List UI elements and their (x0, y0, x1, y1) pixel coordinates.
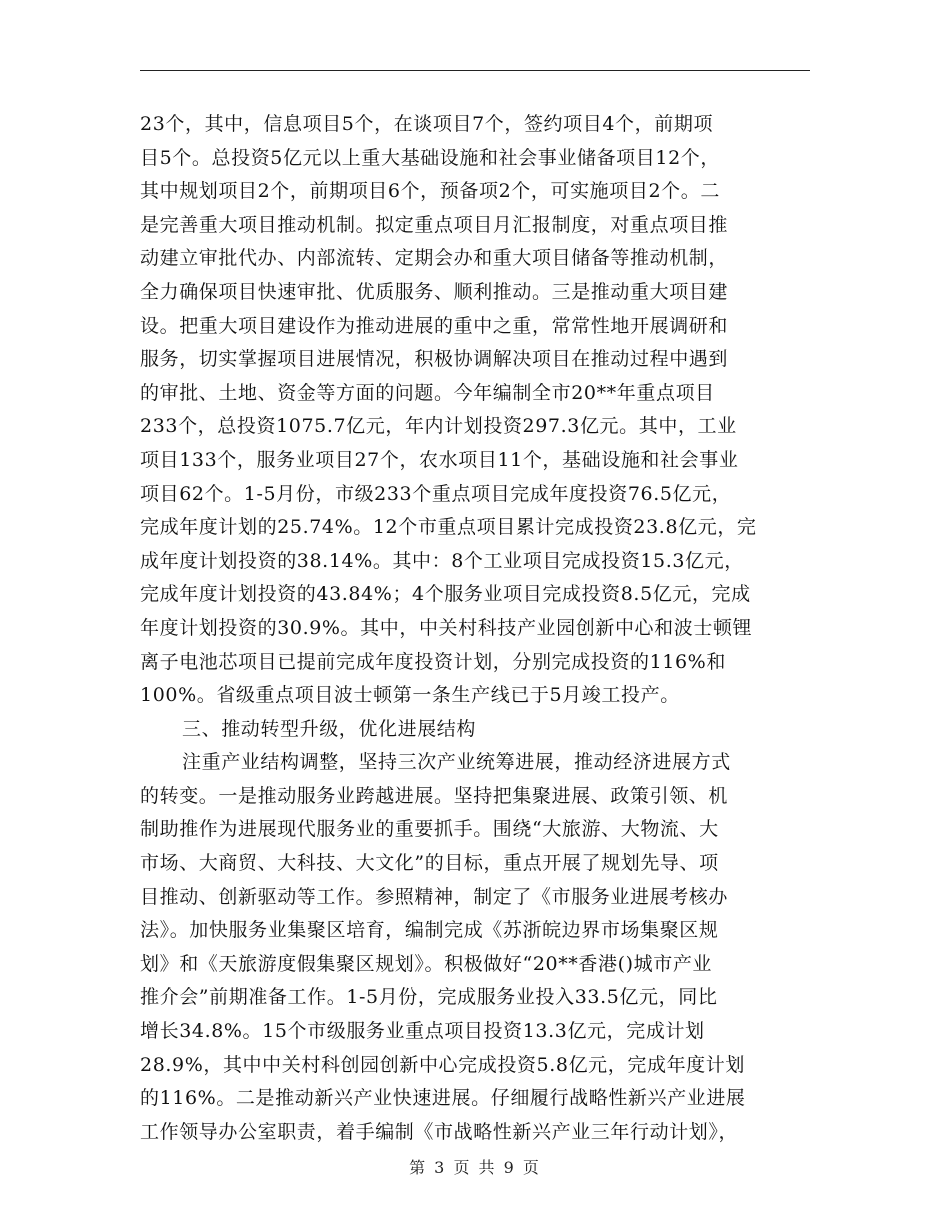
body-line-8: 服务，切实掌握项目进展情况，积极协调解决项目在推动过程中遇到 (140, 348, 729, 371)
body-line-11: 项目133个，服务业项目27个，农水项目11个，基础设施和社会事业 (140, 448, 739, 471)
body-line-23: 市场、大商贸、大科技、大文化”的目标，重点开展了规划先导、项 (140, 852, 719, 875)
body-line-2: 目5个。总投资5亿元以上重大基础设施和社会事业储备项目12个， (140, 146, 720, 169)
body-line-31: 工作领导办公室职责，着手编制《市战略性新兴产业三年行动计划》， (140, 1120, 739, 1143)
body-line-15: 完成年度计划投资的43.84%；4个服务业项目完成投资8.5亿元，完成 (140, 583, 751, 606)
body-line-21: 的转变。一是推动服务业跨越进展。坚持把集聚进展、政策引领、机 (140, 784, 729, 807)
body-line-13: 完成年度计划的25.74%。12个市重点项目累计完成投资23.8亿元，完 (140, 516, 757, 539)
body-line-18: 100%。省级重点项目波士顿第一条生产线已于5月竣工投产。 (140, 684, 680, 707)
page-body (140, 108, 810, 1149)
header-rule (140, 70, 810, 71)
page-number-footer: 第 3 页 共 9 页 (409, 1158, 541, 1177)
body-line-28: 增长34.8%。15个市级服务业重点项目投资13.3亿元，完成计划 (140, 1020, 705, 1043)
section-heading: 三、推动转型升级，优化进展结构 (182, 717, 477, 740)
body-line-1: 23个，其中，信息项目5个，在谈项目7个，签约项目4个，前期项 (140, 113, 714, 135)
body-line-27: 推介会”前期准备工作。1-5月份，完成服务业投入33.5亿元，同比 (140, 986, 718, 1009)
body-line-6: 全力确保项目快速审批、优质服务、顺利推动。三是推动重大项目建 (140, 280, 729, 303)
body-line-30: 的116%。二是推动新兴产业快速进展。仔细履行战略性新兴产业进展 (140, 1087, 746, 1110)
body-line-12: 项目62个。1-5月份，市级233个重点项目完成年度投资76.5亿元， (140, 482, 732, 505)
body-line-16: 年度计划投资的30.9%。其中，中关村科技产业园创新中心和波士顿锂 (140, 616, 753, 639)
body-line-10: 233个，总投资1075.7亿元，年内计划投资297.3亿元。其中，工业 (140, 415, 737, 438)
body-line-7: 设。把重大项目建设作为推动进展的重中之重，常常性地开展调研和 (140, 314, 729, 337)
body-line-5: 动建立审批代办、内部流转、定期会办和重大项目储备等推动机制， (140, 247, 729, 270)
body-line-14: 成年度计划投资的38.14%。其中：8个工业项目完成投资15.3亿元， (140, 549, 744, 572)
body-line-25: 法》。加快服务业集聚区培育，编制完成《苏浙皖边界市场集聚区规 (140, 919, 719, 942)
body-line-26: 划》和《天旅游度假集聚区规划》。积极做好“20**香港()城市产业 (140, 952, 713, 975)
body-line-29: 28.9%，其中中关村科创园创新中心完成投资5.8亿元，完成年度计划 (140, 1053, 745, 1076)
paragraph-start-line: 注重产业结构调整，坚持三次产业统筹进展，推动经济进展方式 (182, 751, 731, 774)
body-line-22: 制助推作为进展现代服务业的重要抓手。围绕“大旅游、大物流、大 (140, 818, 719, 841)
body-line-9: 的审批、土地、资金等方面的问题。今年编制全市20**年重点项目 (140, 381, 715, 404)
body-line-17: 离子电池芯项目已提前完成年度投资计划，分别完成投资的116%和 (140, 650, 726, 673)
body-line-24: 目推动、创新驱动等工作。参照精神，制定了《市服务业进展考核办 (140, 885, 729, 908)
body-line-4: 是完善重大项目推动机制。拟定重点项目月汇报制度，对重点项目推 (140, 213, 729, 236)
body-line-3: 其中规划项目2个，前期项目6个，预备项2个，可实施项目2个。二 (140, 180, 720, 203)
